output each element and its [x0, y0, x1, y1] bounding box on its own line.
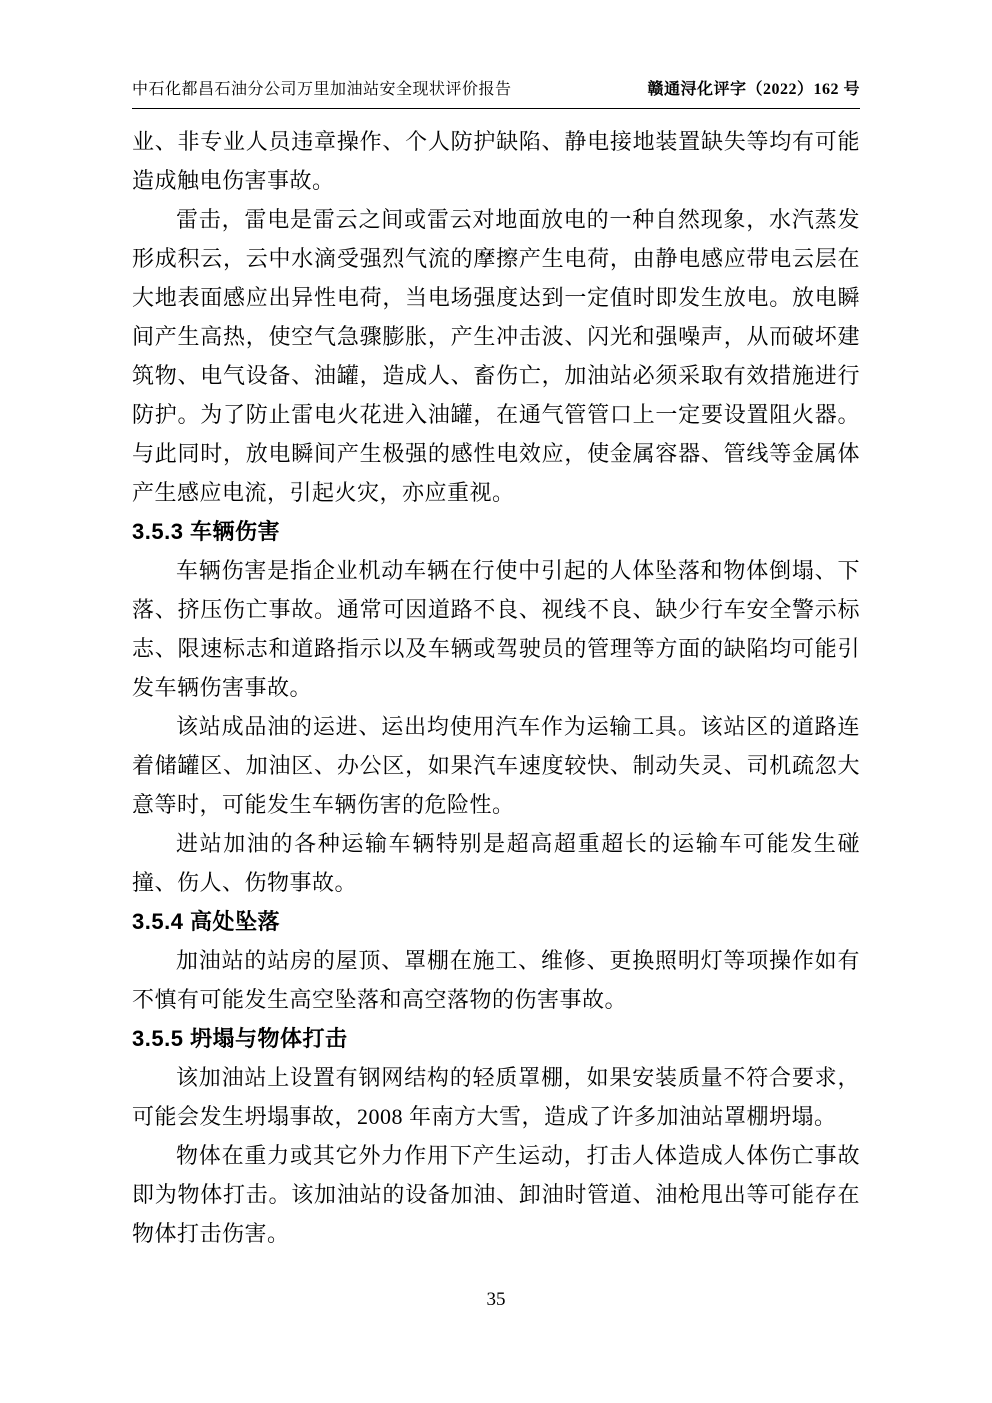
section-heading-3-5-5: 3.5.5 坍塌与物体打击 [132, 1026, 348, 1051]
body-paragraph-lightning: 雷击，雷电是雷云之间或雷云对地面放电的一种自然现象，水汽蒸发形成积云，云中水滴受强烈气流的摩擦产生电荷，由静电感应带电云层在大地表面感应出异性电荷，当电场强度达到一定值时即发生放电。放电瞬间产生高热，使空气急骤膨胀，产生冲击波、闪光和强噪声，从而破坏建筑物、电气设备、油罐，造成人、畜伤亡，加油站必须采取有效措施进行防护。为了防止雷电火花进入油罐，在通气管管口上一定要设置阻火器。与此同时，放电瞬间产生极强的感性电效应，使金属容器、管线等金属体产生感应电流，引起火灾，亦应重视。 [132, 207, 860, 505]
page-number: 35 [486, 1289, 506, 1310]
page-header [132, 80, 860, 109]
document-body [132, 122, 860, 1253]
page-footer [0, 1288, 992, 1312]
header-document-number: 赣通浔化评字（2022）162 号 [647, 81, 860, 98]
header-report-title: 中石化都昌石油分公司万里加油站安全现状评价报告 [132, 81, 512, 98]
body-paragraph-continuation: 业、非专业人员违章操作、个人防护缺陷、静电接地装置缺失等均有可能造成触电伤害事故。 [132, 129, 860, 193]
body-paragraph-vehicle-injury-3: 进站加油的各种运输车辆特别是超高超重超长的运输车可能发生碰撞、伤人、伤物事故。 [132, 831, 860, 895]
body-paragraph-collapse: 该加油站上设置有钢网结构的轻质罩棚，如果安装质量不符合要求，可能会发生坍塌事故，2008 年南方大雪，造成了许多加油站罩棚坍塌。 [132, 1065, 860, 1129]
body-paragraph-fall-from-height: 加油站的站房的屋顶、罩棚在施工、维修、更换照明灯等项操作如有不慎有可能发生高空坠落和高空落物的伤害事故。 [132, 948, 860, 1012]
body-paragraph-vehicle-injury-1: 车辆伤害是指企业机动车辆在行使中引起的人体坠落和物体倒塌、下落、挤压伤亡事故。通常可因道路不良、视线不良、缺少行车安全警示标志、限速标志和道路指示以及车辆或驾驶员的管理等方面的缺陷均可能引发车辆伤害事故。 [132, 558, 860, 700]
section-heading-3-5-4: 3.5.4 高处坠落 [132, 909, 281, 934]
body-paragraph-object-strike: 物体在重力或其它外力作用下产生运动，打击人体造成人体伤亡事故即为物体打击。该加油站的设备加油、卸油时管道、油枪甩出等可能存在物体打击伤害。 [132, 1143, 860, 1246]
section-heading-3-5-3: 3.5.3 车辆伤害 [132, 519, 281, 544]
body-paragraph-vehicle-injury-2: 该站成品油的运进、运出均使用汽车作为运输工具。该站区的道路连着储罐区、加油区、办公区，如果汽车速度较快、制动失灵、司机疏忽大意等时，可能发生车辆伤害的危险性。 [132, 714, 860, 817]
